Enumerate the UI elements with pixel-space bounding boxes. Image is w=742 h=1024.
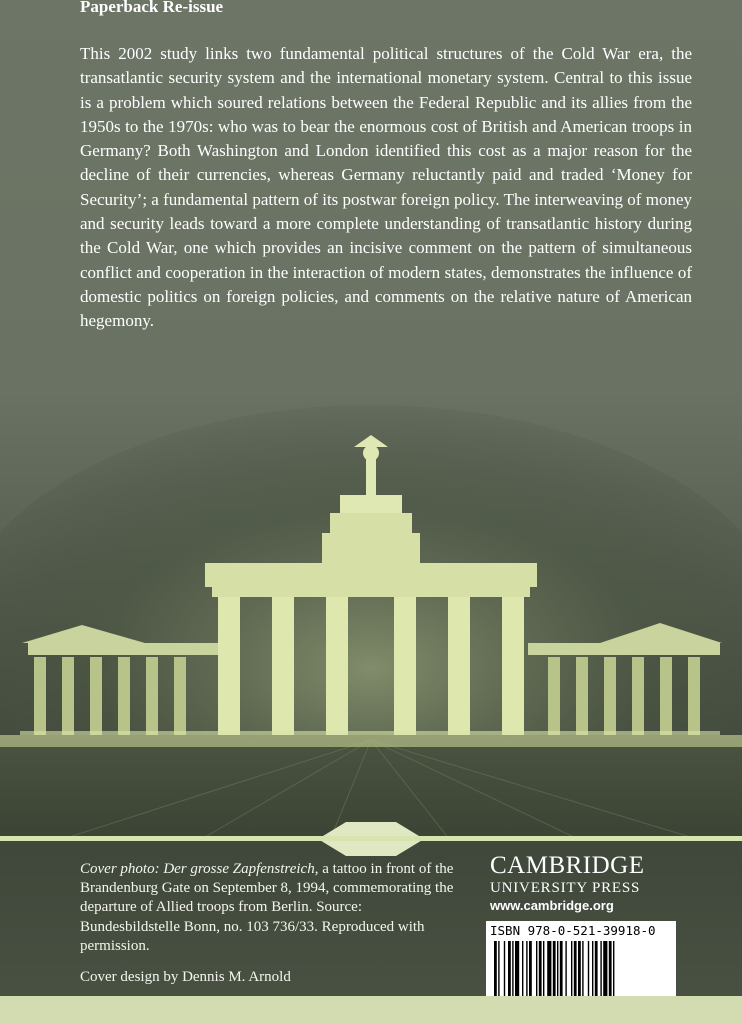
publisher-url[interactable]: www.cambridge.org — [490, 898, 614, 913]
barcode-bar — [515, 941, 519, 997]
barcode-bar — [543, 941, 544, 997]
brandenburg-gate-photo — [0, 395, 742, 840]
cover-design-credit: Cover design by Dennis M. Arnold — [80, 969, 291, 985]
barcode-bar — [508, 941, 511, 997]
barcode-bar — [595, 941, 598, 997]
publisher-logo-name: CAMBRIDGE — [490, 852, 645, 879]
barcode-bar — [582, 941, 583, 997]
barcode-bar — [565, 941, 566, 997]
publisher-press: UNIVERSITY PRESS — [490, 880, 641, 896]
barcode-bar — [529, 941, 532, 997]
barcode-bar — [571, 941, 572, 997]
caption-text: , a tattoo in front of the Brandenburg Gate on September 8, 1994, commemorating the departure of Allied troops from Berlin. Source: Bundesbildstelle Bonn, no. 103 736/33. Reproduced with permission. — [80, 861, 454, 954]
bottom-band — [0, 996, 742, 1024]
barcode-bar — [547, 941, 551, 997]
cover-photo-caption — [80, 860, 460, 956]
isbn-label: ISBN 978-0-521-39918-0 — [490, 923, 656, 938]
barcode-bar — [522, 941, 523, 997]
divider-band — [0, 836, 742, 841]
barcode-bar — [557, 941, 558, 997]
barcode-bar — [613, 941, 614, 997]
barcode-bar — [526, 941, 527, 997]
barcode-bar — [603, 941, 607, 997]
book-blurb: This 2002 study links two fundamental political structures of the Cold War era, the transatlantic security system and the international monetary system. Central to this issue is a problem which soured relations between the Federal Republic and its allies from the 1950s to the 1970s: who was to bear the enormous cost of British and American troops in Germany? Both Washington and London identified this cost as a major reason for the decline of their currencies, whereas Germany reluctantly paid and traded ‘Money for Security’; a fundamental pattern of its postwar foreign policy. The interweaving of money and security leads toward a more complete understanding of transatlantic history during the Cold War, one which provides an incisive comment on the pattern of simultaneous conflict and cooperation in the interaction of modern states, demonstrates the influence of domestic politics on foreign policies, and comments on the relative nature of American hegemony. — [80, 44, 692, 331]
barcode-icon — [494, 941, 672, 997]
barcode-bar — [592, 941, 593, 997]
reissue-heading: Paperback Re-issue — [80, 0, 224, 16]
barcode-bar — [588, 941, 589, 997]
barcode-bar — [553, 941, 556, 997]
barcode-bar — [560, 941, 563, 997]
barcode-bar — [498, 941, 499, 997]
barcode-bar — [536, 941, 537, 997]
barcode-bar — [578, 941, 581, 997]
barcode-bar — [574, 941, 577, 997]
barcode-bar — [609, 941, 612, 997]
barcode-bar — [494, 941, 497, 997]
barcode-bar — [504, 941, 505, 997]
barcode-bar — [600, 941, 601, 997]
caption-title: Cover photo: Der grosse Zapfenstreich — [80, 861, 315, 877]
barcode-bar — [539, 941, 542, 997]
barcode-bar — [512, 941, 513, 997]
